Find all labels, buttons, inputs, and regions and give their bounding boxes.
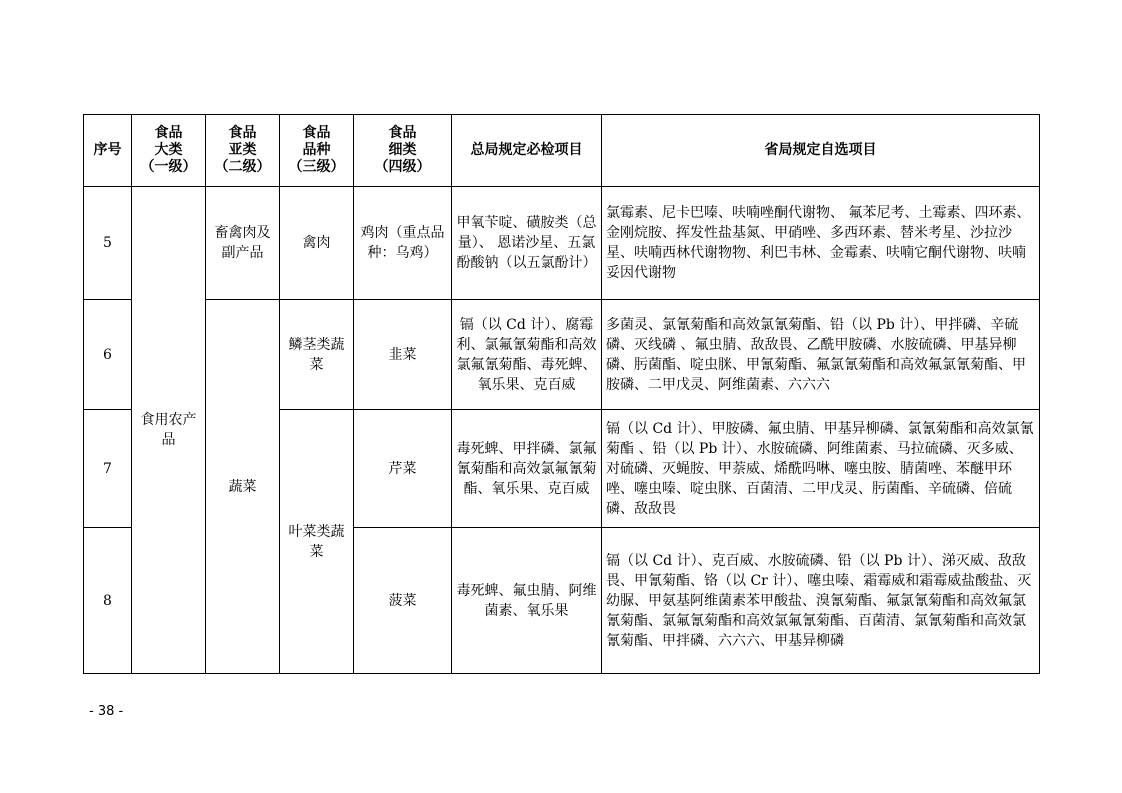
- header-optional: 省局规定自选项目: [602, 115, 1040, 187]
- header-cat4: 食品 细类 （四级）: [354, 115, 452, 187]
- header-row: [84, 115, 1040, 187]
- cat4-cell: 韭菜: [354, 300, 452, 410]
- mandatory-cell: 毒死蜱、甲拌磷、氯氟氰菊酯和高效氯氟氰菊酯、氧乐果、克百威: [452, 410, 602, 528]
- row-seq: 8: [84, 528, 132, 674]
- cat3-cell: 叶菜类蔬菜: [280, 410, 354, 674]
- optional-cell: 镉（以 Cd 计）、甲胺磷、氟虫腈、甲基异柳磷、氯氰菊酯和高效氯氰菊酯 、铅（以 Pb 计）、水胺硫磷、阿维菌素、马拉硫磷、灭多威、对硫磷、灭蝇胺、甲萘威、烯酰吗啉、噻虫胺、腈菌唑、苯醚甲环唑、噻虫嗪、啶虫脒、百菌清、二甲戊灵、肟菌酯、辛硫磷、倍硫磷、敌敌畏: [602, 410, 1040, 528]
- cat2-cell: 畜禽肉及副产品: [206, 187, 280, 300]
- row-seq: 6: [84, 300, 132, 410]
- table-row: [84, 300, 1040, 410]
- mandatory-cell: 甲氧苄啶、磺胺类（总量）、 恩诺沙星、五氯酚酸钠（以五氯酚计）: [452, 187, 602, 300]
- cat2-cell: 蔬菜: [206, 300, 280, 674]
- cat3-cell: 禽肉: [280, 187, 354, 300]
- table-row: [84, 187, 1040, 300]
- optional-cell: 氯霉素、尼卡巴嗪、呋喃唑酮代谢物、 氟苯尼考、土霉素、四环素、金刚烷胺、挥发性盐基氮、甲硝唑、多西环素、替米考星、沙拉沙星、呋喃西林代谢物物、利巴韦林、金霉素、呋喃它酮代谢物、呋喃妥因代谢物: [602, 187, 1040, 300]
- header-cat1: 食品 大类 （一级）: [132, 115, 206, 187]
- optional-cell: 多菌灵、氯氰菊酯和高效氯氰菊酯、铅（以 Pb 计）、甲拌磷、辛硫磷、灭线磷 、氟虫腈、敌敌畏、乙酰甲胺磷、水胺硫磷、甲基异柳磷、肟菌酯、啶虫脒、甲氰菊酯、氟氯氰菊酯和高效氟氯氰菊酯、甲胺磷、二甲戊灵、阿维菌素、六六六: [602, 300, 1040, 410]
- cat4-cell: 芹菜: [354, 410, 452, 528]
- page-number: - 38 -: [89, 704, 124, 719]
- cat4-cell: 鸡肉（重点品种：乌鸡）: [354, 187, 452, 300]
- cat4-cell: 菠菜: [354, 528, 452, 674]
- header-cat2: 食品 亚类 （二级）: [206, 115, 280, 187]
- mandatory-cell: 镉（以 Cd 计）、腐霉利、氯氟氰菊酯和高效氯氟氰菊酯、毒死蜱、氧乐果、克百威: [452, 300, 602, 410]
- inspection-table: [83, 114, 1040, 674]
- mandatory-cell: 毒死蜱、氟虫腈、阿维菌素、氧乐果: [452, 528, 602, 674]
- header-cat3: 食品 品种 （三级）: [280, 115, 354, 187]
- optional-cell: 镉（以 Cd 计）、克百威、水胺硫磷、铅（以 Pb 计）、涕灭威、敌敌畏、甲氰菊酯、铬（以 Cr 计）、噻虫嗪、霜霉威和霜霉威盐酸盐、灭幼脲、甲氨基阿维菌素苯甲酸盐、溴氰菊酯、氟氯氰菊酯和高效氟氯氰菊酯、氯氟氰菊酯和高效氯氟氰菊酯、百菌清、氯氰菊酯和高效氯氰菊酯、甲拌磷、六六六、甲基异柳磷: [602, 528, 1040, 674]
- header-seq: 序号: [84, 115, 132, 187]
- cat1-cell: 食用农产品: [132, 187, 206, 674]
- row-seq: 5: [84, 187, 132, 300]
- cat3-cell: 鳞茎类蔬菜: [280, 300, 354, 410]
- header-mandatory: 总局规定必检项目: [452, 115, 602, 187]
- row-seq: 7: [84, 410, 132, 528]
